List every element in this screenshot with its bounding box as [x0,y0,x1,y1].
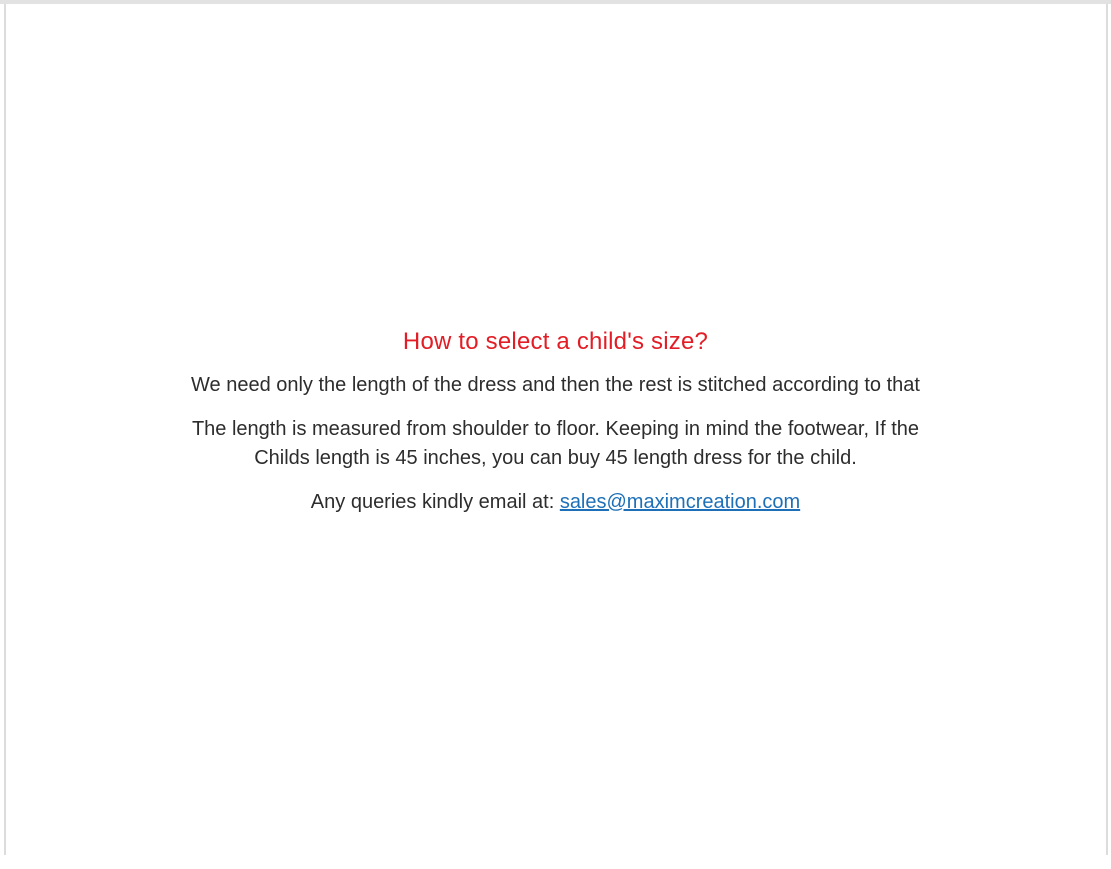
contact-prefix: Any queries kindly email at: [310,491,560,513]
paragraph-contact [56,488,1056,517]
right-border [1106,4,1108,855]
measurement-line-2: Childs length is 45 inches, you can buy 45 length dress for the child. [254,447,857,469]
paragraph-measurement [56,415,1056,473]
paragraph-length-only: We need only the length of the dress and then the rest is stitched according to that [191,374,920,396]
email-link[interactable]: sales@maximcreation.com [559,491,801,513]
page-title: How to select a child's size? [402,328,709,355]
content-section [56,327,1056,532]
top-border [0,0,1111,4]
left-border [4,4,6,855]
measurement-line-1: The length is measured from shoulder to floor. Keeping in mind the footwear, If the [191,418,920,440]
